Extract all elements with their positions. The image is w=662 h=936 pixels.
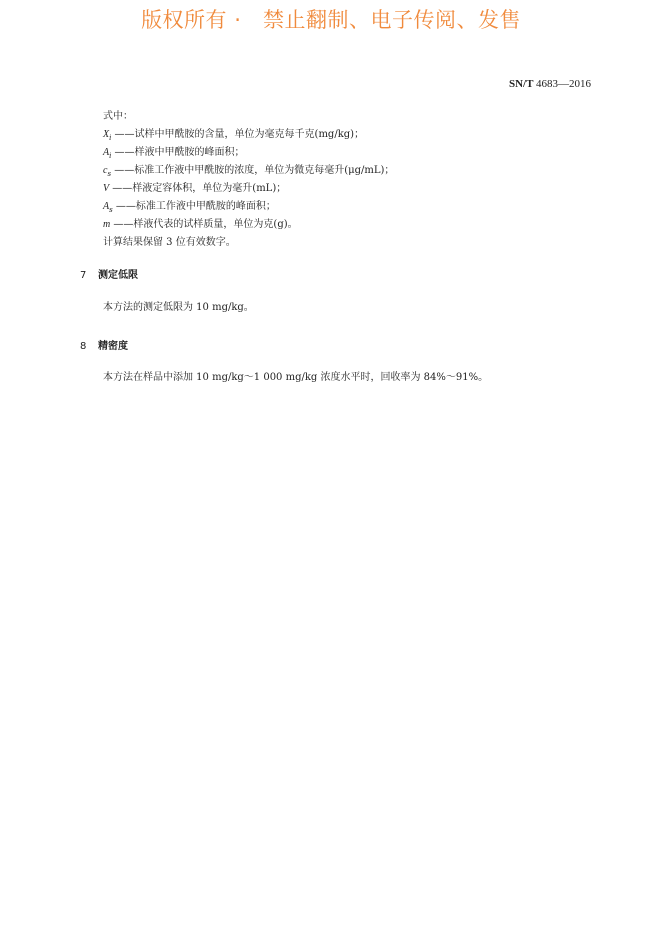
- definition-text: ——样液定容体积，单位为毫升(mL)；: [112, 183, 287, 194]
- definition-item: [103, 161, 394, 179]
- section-8-body: 本方法在样品中添加 10 mg/kg～1 000 mg/kg 浓度水平时，回收率为 84%～91%。: [103, 372, 489, 383]
- standard-code-number: 4683—2016: [536, 78, 591, 90]
- definition-subscript: i: [109, 152, 112, 160]
- definition-symbol: X: [103, 129, 110, 140]
- section-8-heading: [80, 337, 128, 352]
- copyright-watermark: 版权所有 · 禁止翻制、电子传阅、发售: [141, 8, 521, 32]
- definition-text: ——样液中甲酰胺的峰面积；: [114, 147, 245, 158]
- definition-text: ——标准工作液中甲酰胺的峰面积；: [115, 201, 276, 212]
- definition-text: ——试样中甲酰胺的含量，单位为毫克每千克(mg/kg)；: [114, 129, 365, 140]
- definition-subscript: i: [109, 134, 112, 142]
- definition-item: [103, 197, 394, 215]
- section-7-heading: [80, 266, 138, 281]
- section-number: 8: [80, 341, 87, 352]
- definition-symbol: c: [103, 165, 108, 176]
- definition-text: ——标准工作液中甲酰胺的浓度，单位为微克每毫升(μg/mL)；: [114, 165, 395, 176]
- section-title: 精密度: [98, 341, 128, 352]
- definition-subscript: s: [107, 170, 112, 178]
- definition-symbol: A: [103, 201, 110, 212]
- definition-symbol: m: [103, 219, 111, 230]
- standard-code: [509, 78, 591, 90]
- section-number: 7: [80, 270, 87, 281]
- definitions-intro: 式中：: [103, 111, 133, 122]
- section-7-body: 本方法的测定低限为 10 mg/kg。: [103, 302, 254, 313]
- definition-item: [103, 125, 394, 143]
- definition-symbol: A: [103, 147, 110, 158]
- definition-item: [103, 215, 394, 233]
- definition-item: [103, 143, 394, 161]
- definition-item: [103, 179, 394, 197]
- definition-text: ——样液代表的试样质量，单位为克(g)。: [113, 219, 298, 230]
- formula-definitions: [103, 107, 394, 251]
- definition-symbol: V: [103, 183, 110, 194]
- section-title: 测定低限: [98, 270, 138, 281]
- calculation-note: 计算结果保留 3 位有效数字。: [103, 237, 236, 248]
- standard-code-prefix: SN/T: [508, 78, 536, 90]
- definition-subscript: s: [109, 206, 113, 214]
